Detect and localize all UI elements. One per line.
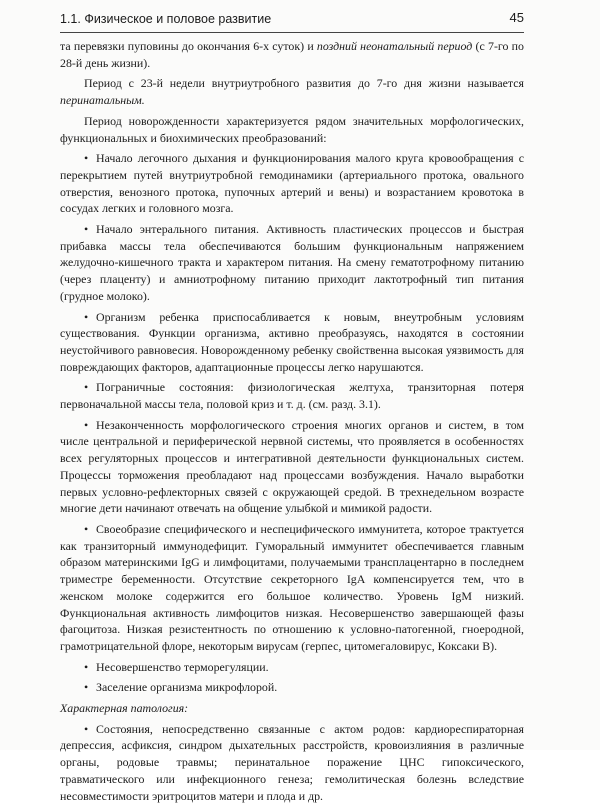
- text-run: та перевязки пуповины до окончания 6-х суток) и: [60, 39, 317, 53]
- bullet-text: Начало энтерального питания. Активность пластических процессов и быстрая прибавка массы тела обеспечиваются большим функциональным напряжением желудочно-кишечного тракта и характером питания. На смену гематотрофному питанию (через плаценту) и амниотрофному питанию приходит лактотрофный тип питания (грудное молоко).: [60, 222, 524, 303]
- term-late-neonatal: поздний неонатальный период: [316, 39, 473, 53]
- bullet-icon: •: [84, 309, 89, 324]
- bullet-icon: •: [84, 680, 89, 695]
- bullet-icon: •: [84, 521, 89, 536]
- section-title: 1.1. Физическое и половое развитие: [60, 12, 272, 26]
- bullet-text: Начало легочного дыхания и функционирования малого круга кровообращения с перекрытием путей внутриутробной гемодинамики (артериального протока, овального отверстия, венозного протока, пупочных артерий и вены) и возрастанием кровотока в сосудах легких и головного мозга.: [60, 151, 524, 216]
- text-run: (с 7-го по 28-й день жизни).: [60, 39, 524, 70]
- paragraph-continuation: [60, 38, 524, 71]
- bullet-icon: •: [84, 417, 89, 432]
- bullet-item: [60, 221, 524, 305]
- bullet-text: Пограничные состояния: физиологическая желтуха, транзиторная потеря первоначальной массы тела, половой криз и т. д. (см. разд. 3.1).: [60, 380, 524, 412]
- bullet-icon: •: [84, 721, 89, 736]
- bullet-text: Несовершенство терморегуляции.: [96, 659, 269, 674]
- bullet-text: Незаконченность морфологического строения многих органов и систем, в том числе центральной и периферической нервной системы, что проявляется в особенностях всех регуляторных процессов и интегративной деятельности функциональных систем. Процессы торможения преобладают над процессами возбуждения. Начало выработки первых условно-рефлекторных связей с окружающей средой. В трехнедельном возрасте многие дети начинают отвечать на общение улыбкой и мимикой радости.: [60, 417, 524, 516]
- bullet-item: [60, 679, 524, 696]
- bullet-icon: •: [84, 659, 89, 674]
- bullet-text: Состояния, непосредственно связанные с актом родов: кардиореспираторная депрессия, асфиксия, синдром дыхательных расстройств, кровоизлияния в различные органы, родовые травмы; перинатальное поражение ЦНС гипоксического, травматического или инфекционного генеза; гемолитическая болезнь вследствие несовместимости эритроцитов матери и плода и др.: [60, 721, 524, 803]
- bullet-text: Заселение организма микрофлорой.: [96, 680, 278, 695]
- running-header: [60, 10, 524, 33]
- bullet-item: [60, 721, 524, 805]
- bullet-item: [60, 379, 524, 412]
- pathology-heading: Характерная патология:: [60, 701, 189, 716]
- bullet-text: Организм ребенка приспосабливается к новым, внеутробным условиям существования. Функции организма, активно преобразуясь, находятся в состоянии неустойчивого равновесия. Новорожденному ребенку свойственна высокая уязвимость для повреждающих факторов, адаптационные процессы легко нарушаются.: [60, 309, 524, 374]
- bullet-item: [60, 659, 524, 676]
- text-run: Период с 23-й недели внутриутробного развития до 7-го дня жизни называется: [84, 76, 524, 91]
- bullet-icon: •: [84, 151, 89, 166]
- bullet-item: [60, 521, 524, 655]
- bullet-icon: •: [84, 222, 89, 237]
- paragraph-intro: Период новорожденности характеризуется рядом значительных морфологических, функциональных и биохимических преобразований:: [60, 113, 524, 145]
- bullet-item: [60, 150, 524, 217]
- bullet-item: [60, 309, 524, 376]
- page-body: [60, 38, 524, 808]
- bullet-text: Своеобразие специфического и неспецифического иммунитета, которое трактуется как транзиторный иммунодефицит. Гуморальный иммунитет обеспечивается главным образом материнскими IgG и лимфоцитами, получаемыми трансплацентарно в последнем триместре беременности. Отсутствие секреторного IgA компенсируется тем, что в женском молоке содержится его большое количество. Уровень IgM низкий. Функциональная активность лимфоцитов низкая. Несовершенство завершающей фазы фагоцитоза. Низкая резистентность по отношению к условно-патогенной, гноеродной, грамотрицательной флоре, некоторым вирусам (герпес, цитомегаловирус, Коксаки В).: [60, 521, 524, 653]
- paragraph-perinatal: [60, 75, 524, 108]
- bullet-icon: •: [84, 380, 89, 395]
- page-number: 45: [509, 10, 524, 25]
- term-perinatal: перинатальным.: [60, 93, 145, 108]
- bullet-item: [60, 417, 524, 517]
